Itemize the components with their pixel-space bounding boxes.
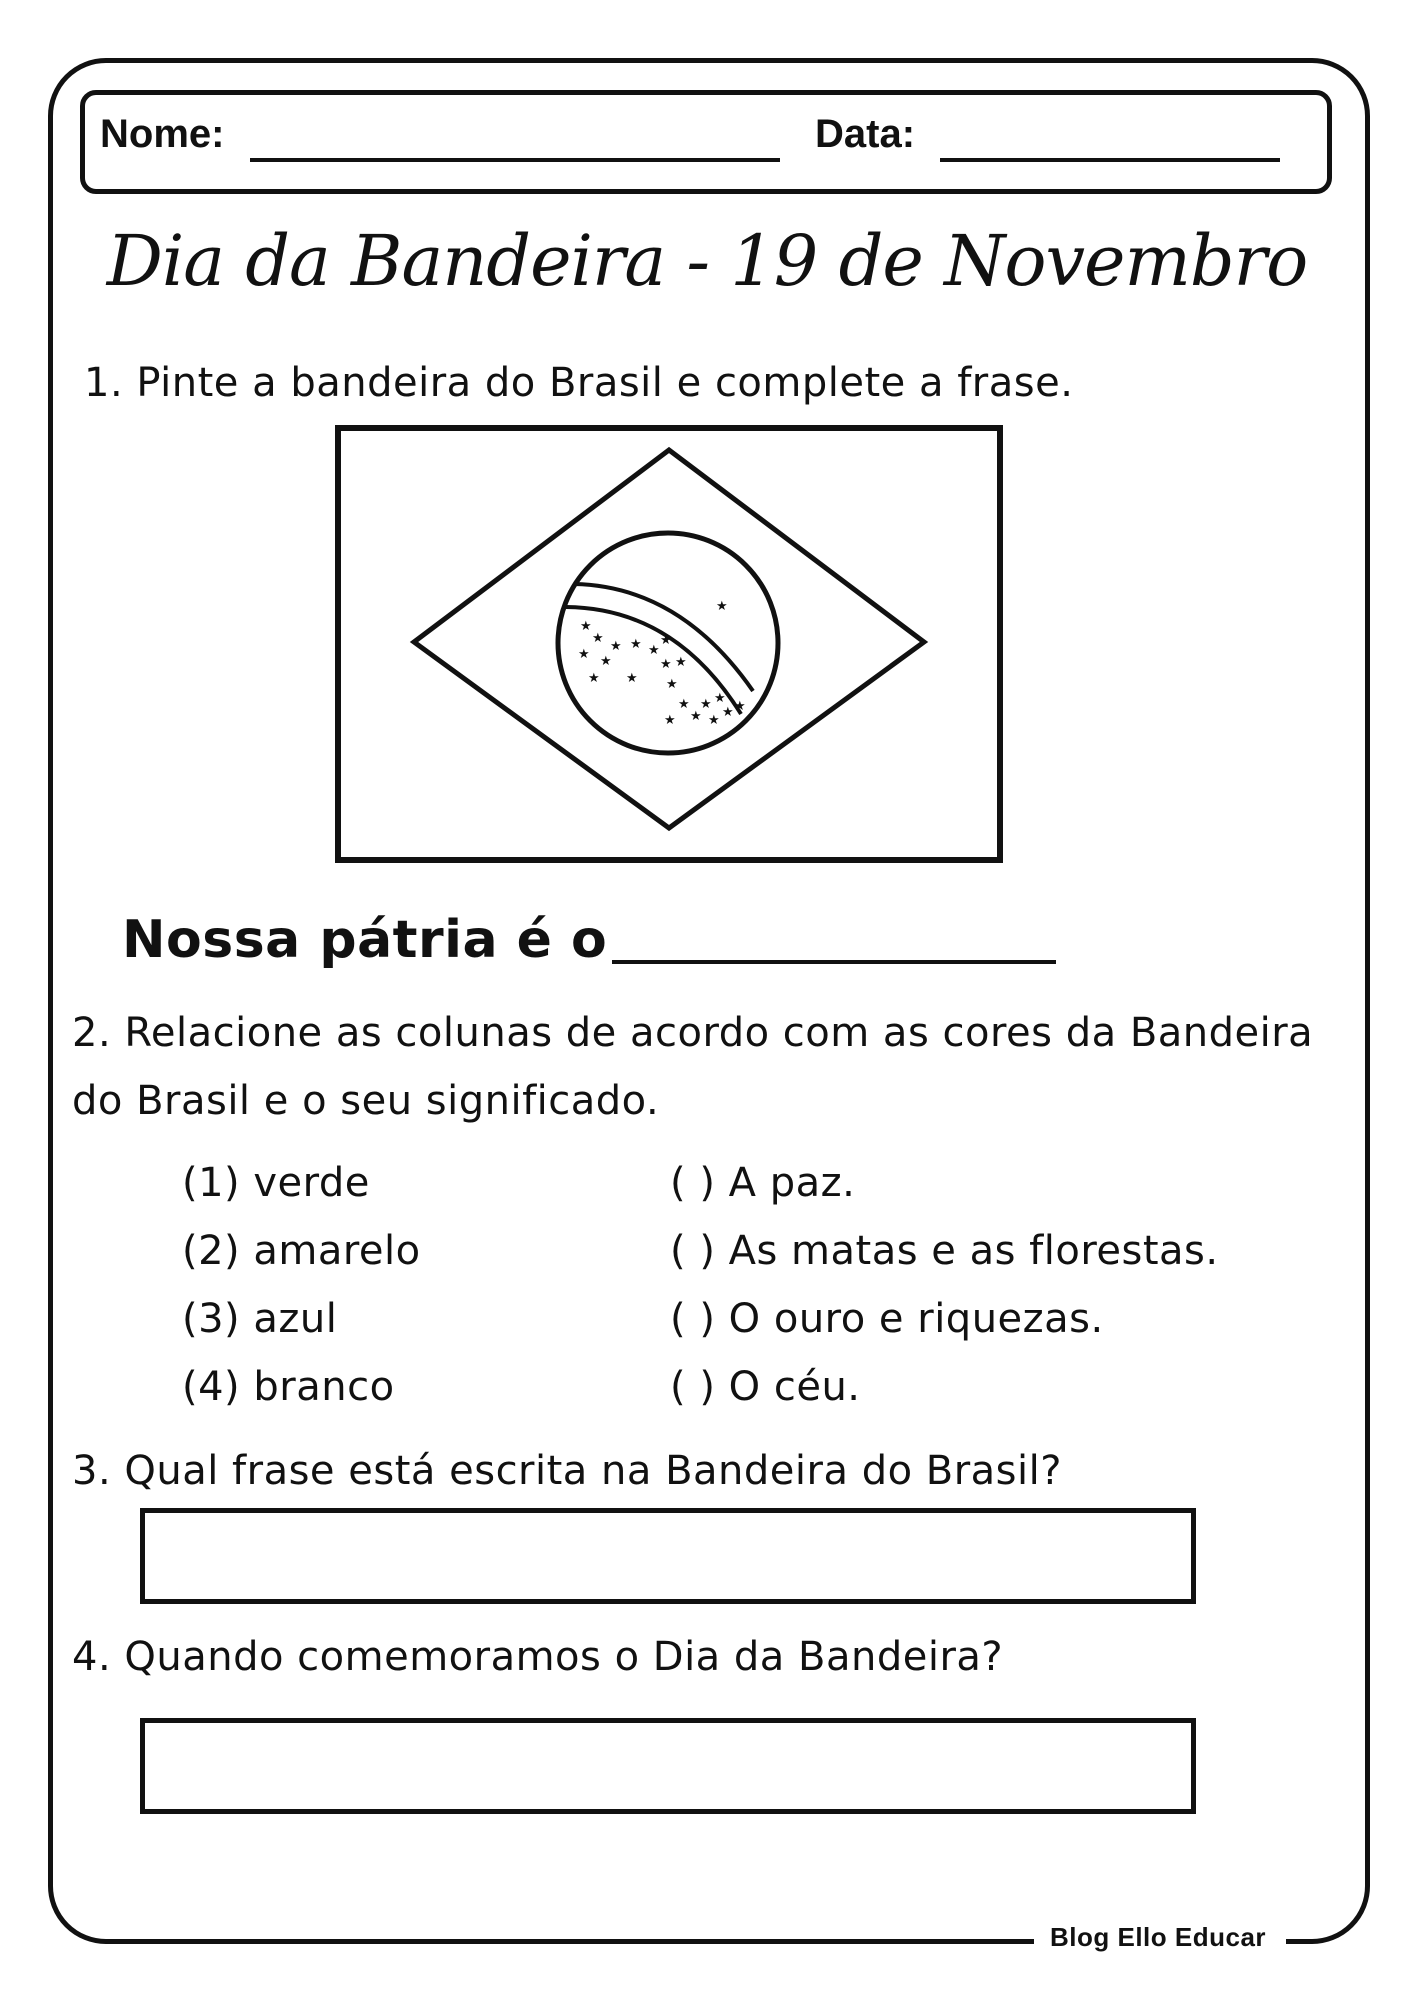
svg-text:★: ★ [578,647,590,662]
svg-text:★: ★ [734,699,746,714]
meaning-option[interactable]: ( ) O céu. [670,1364,861,1410]
svg-text:★: ★ [690,709,702,724]
meaning-option[interactable]: ( ) As matas e as florestas. [670,1228,1219,1274]
color-option: (3) azul [182,1296,338,1342]
meaning-option[interactable]: ( ) A paz. [670,1160,856,1206]
svg-text:★: ★ [708,713,720,728]
svg-text:★: ★ [660,633,672,648]
header-box [80,90,1332,194]
footer-credit: Blog Ello Educar [1050,1922,1267,1952]
svg-text:★: ★ [610,639,622,654]
question-4-answer-box[interactable] [140,1718,1196,1814]
svg-text:★: ★ [722,705,734,720]
question-4-prompt: 4. Quando comemoramos o Dia da Bandeira? [72,1634,1004,1680]
page-title: Dia da Bandeira - 19 de Novembro [106,220,1308,302]
svg-text:★: ★ [588,671,600,686]
question-1-blank[interactable] [612,960,1056,964]
name-label: Nome: [100,112,225,156]
meaning-option[interactable]: ( ) O ouro e riquezas. [670,1296,1104,1342]
date-label: Data: [815,112,916,156]
svg-text:★: ★ [626,671,638,686]
question-2-prompt-line-1: 2. Relacione as colunas de acordo com as cores da Bandeira [72,1010,1314,1056]
question-1-sentence: Nossa pátria é o [122,910,608,970]
svg-text:★: ★ [716,599,728,614]
svg-text:★: ★ [580,619,592,634]
color-option: (2) amarelo [182,1228,421,1274]
svg-text:★: ★ [675,655,687,670]
name-field[interactable] [250,158,780,162]
brazil-flag-outline [330,420,1010,870]
question-3-prompt: 3. Qual frase está escrita na Bandeira do Brasil? [72,1448,1062,1494]
svg-text:★: ★ [592,631,604,646]
color-option: (1) verde [182,1160,370,1206]
svg-text:★: ★ [700,697,712,712]
svg-text:★: ★ [660,657,672,672]
svg-text:★: ★ [714,691,726,706]
question-2-prompt-line-2: do Brasil e o seu significado. [72,1078,660,1124]
question-3-answer-box[interactable] [140,1508,1196,1604]
svg-text:★: ★ [678,697,690,712]
color-option: (4) branco [182,1364,395,1410]
svg-text:★: ★ [664,713,676,728]
svg-text:★: ★ [600,654,612,669]
date-field[interactable] [940,158,1280,162]
question-1-prompt: 1. Pinte a bandeira do Brasil e complete a frase. [84,360,1074,406]
svg-text:★: ★ [666,677,678,692]
svg-text:★: ★ [630,637,642,652]
svg-text:★: ★ [648,643,660,658]
